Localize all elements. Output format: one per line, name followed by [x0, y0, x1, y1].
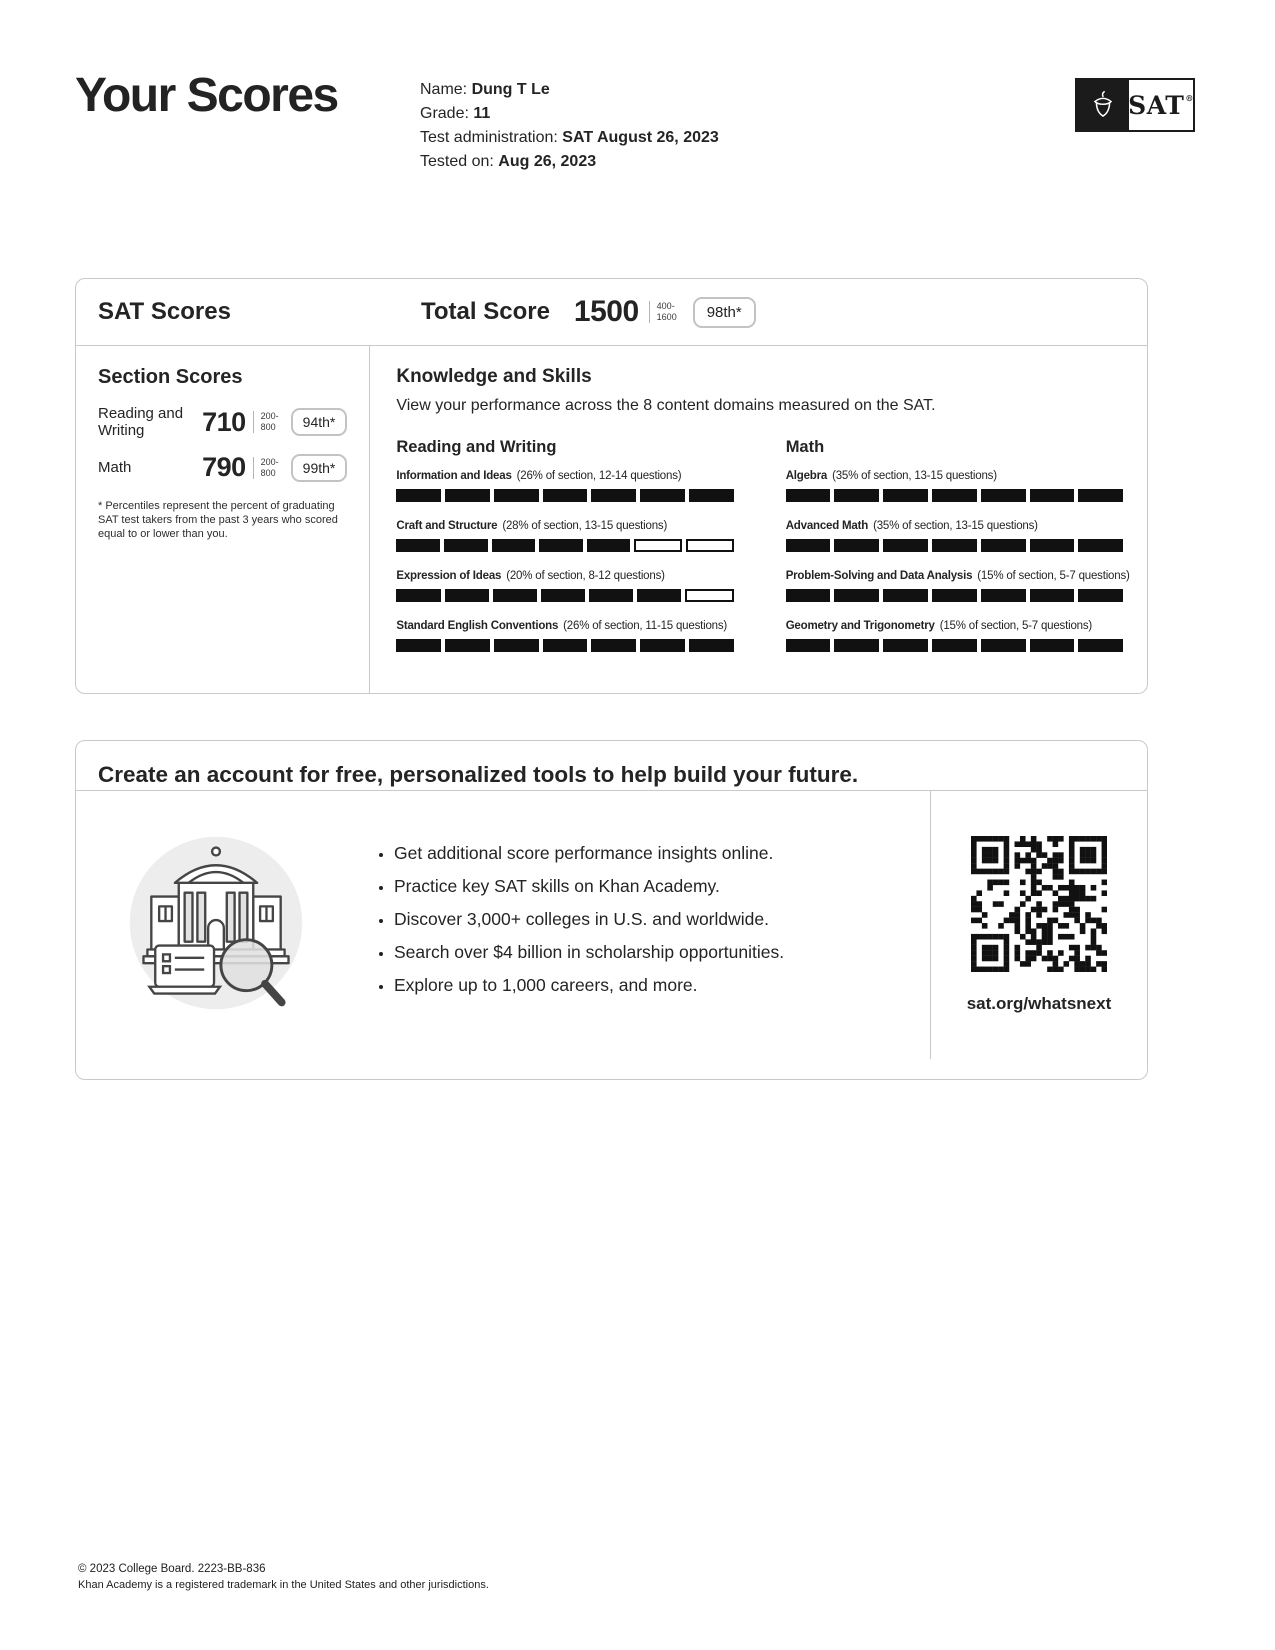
bar-segment-filled [932, 639, 977, 652]
bar-segment-empty [686, 539, 734, 552]
section-score-range [253, 411, 279, 433]
bar-segment-filled [1078, 489, 1123, 502]
bar-segment-filled [1030, 489, 1075, 502]
total-score-group [421, 295, 756, 329]
section-percentile-badge: 94th* [291, 408, 348, 436]
domain-advanced-math [786, 520, 1123, 552]
bar-segment-filled [1078, 589, 1123, 602]
domain-detail: (28% of section, 13-15 questions) [502, 520, 668, 532]
bar-segment-filled [786, 639, 831, 652]
bar-segment-filled [883, 589, 928, 602]
column-title: Math [785, 438, 825, 456]
qr-zone [930, 791, 1147, 1059]
section-label: Math [98, 459, 132, 476]
bar-segment-filled [1030, 589, 1075, 602]
bar-segment-filled [883, 539, 928, 552]
bar-segment-filled [587, 539, 631, 552]
domain-craft-and-structure [396, 520, 733, 552]
bar-segment-filled [637, 589, 681, 602]
domain-detail: (35% of section, 13-15 questions) [832, 470, 997, 482]
section-scores-column [76, 346, 370, 693]
copyright-line: © 2023 College Board. 2223-BB-836 [78, 1563, 266, 1575]
bar-segment-filled [543, 489, 588, 502]
range-bottom: 800 [260, 422, 276, 432]
bar-segment-empty [634, 539, 682, 552]
bar-segment-filled [981, 639, 1026, 652]
bar-segment-filled [883, 489, 928, 502]
bar-segment-filled [1078, 539, 1123, 552]
bar-segment-filled [834, 539, 879, 552]
score-row-math [98, 452, 347, 483]
scores-card-header [76, 279, 1147, 345]
bar-segment-filled [689, 639, 734, 652]
domain-expression-of-ideas [396, 570, 733, 602]
score-bar [786, 639, 1123, 652]
sat-logo [1075, 78, 1195, 132]
domain-detail: (15% of section, 5-7 questions) [939, 620, 1093, 632]
bar-segment-filled [539, 539, 583, 552]
college-search-illustration [76, 791, 356, 1059]
domain-name: Standard English Conventions [396, 620, 559, 632]
bar-segment-filled [932, 539, 977, 552]
bar-segment-filled [396, 489, 441, 502]
domain-detail: (35% of section, 13-15 questions) [873, 520, 1038, 532]
domain-detail: (26% of section, 11-15 questions) [563, 620, 728, 632]
total-percentile-badge: 98th* [693, 297, 756, 328]
test-info-grade [420, 102, 719, 126]
bar-segment-filled [493, 589, 537, 602]
range-top: 400- [656, 301, 675, 311]
bar-segment-filled [494, 489, 539, 502]
knowledge-and-skills-section [370, 346, 1147, 693]
bar-segment-filled [396, 589, 440, 602]
section-score-value: 790 [202, 452, 246, 482]
domain-name: Advanced Math [785, 520, 869, 532]
page-title: Your Scores [75, 69, 338, 122]
score-bar [786, 489, 1123, 502]
account-card-body [76, 790, 1147, 1059]
domain-name: Problem-Solving and Data Analysis [785, 570, 973, 582]
domains-grid [396, 438, 1130, 670]
benefits-list [356, 791, 930, 1002]
domain-geometry-and-trigonometry [786, 620, 1123, 652]
benefit-item: • Practice key SAT skills on Khan Academy. [394, 870, 920, 903]
score-bar [786, 539, 1123, 552]
bar-segment-filled [589, 589, 633, 602]
bar-segment-filled [591, 639, 636, 652]
bar-segment-filled [834, 639, 879, 652]
section-label: Reading and Writing [98, 405, 184, 439]
bar-segment-empty [685, 589, 733, 602]
trademark-line: Khan Academy is a registered trademark in the United States and other jurisdictions. [78, 1579, 489, 1591]
benefit-item: • Explore up to 1,000 careers, and more. [394, 969, 920, 1002]
score-bar [786, 589, 1123, 602]
domain-problem-solving-data-analysis [785, 570, 1130, 602]
bar-segment-filled [543, 639, 588, 652]
bar-segment-filled [689, 489, 734, 502]
domain-detail: (15% of section, 5-7 questions) [977, 570, 1130, 582]
domain-name: Craft and Structure [396, 520, 498, 532]
test-info-name [420, 78, 719, 102]
sat-scores-card [75, 278, 1148, 694]
domain-standard-english-conventions [396, 620, 733, 652]
bar-segment-filled [834, 489, 879, 502]
range-bottom: 800 [260, 467, 276, 478]
grade-value: 11 [473, 105, 491, 122]
bar-segment-filled [834, 589, 879, 602]
total-score-range [649, 301, 677, 323]
reading-writing-domains-column [396, 438, 733, 670]
bar-segment-filled [786, 539, 831, 552]
bar-segment-filled [541, 589, 585, 602]
percentile-footnote: * Percentiles represent the percent of graduating SAT test takers from the past 3 years who scored equal to or lower than you. [98, 500, 338, 540]
bar-segment-filled [445, 489, 490, 502]
benefit-item: • Get additional score performance insights online. [394, 837, 920, 870]
qr-link-label: sat.org/whatsnext [966, 994, 1112, 1013]
bar-segment-filled [396, 539, 440, 552]
domain-information-and-ideas [396, 470, 733, 502]
section-score-range [253, 457, 279, 479]
bar-segment-filled [445, 639, 490, 652]
tested-on-label: Tested on: [420, 153, 494, 170]
range-top: 200- [260, 456, 279, 467]
name-label: Name: [420, 81, 468, 98]
bar-segment-filled [981, 489, 1026, 502]
grade-label: Grade: [420, 105, 469, 122]
bar-segment-filled [492, 539, 536, 552]
bar-segment-filled [640, 639, 685, 652]
name-value: Dung T Le [471, 81, 550, 98]
range-bottom: 1600 [656, 312, 677, 322]
acorn-icon [1077, 80, 1129, 130]
section-scores-title: Section Scores [98, 366, 243, 388]
bar-segment-filled [640, 489, 685, 502]
benefits-list-zone [356, 791, 930, 1059]
bar-segment-filled [883, 639, 928, 652]
bar-segment-filled [981, 539, 1026, 552]
bar-segment-filled [786, 489, 831, 502]
create-account-card [75, 740, 1148, 1080]
tested-on-value: Aug 26, 2023 [498, 153, 597, 170]
test-info-tested-on [420, 150, 719, 174]
domain-name: Expression of Ideas [396, 570, 502, 582]
knowledge-title: Knowledge and Skills [396, 366, 592, 387]
section-score-value: 710 [202, 406, 246, 437]
domain-name: Algebra [785, 470, 828, 482]
range-top: 200- [260, 411, 279, 421]
domain-algebra [786, 470, 1123, 502]
bar-segment-filled [444, 539, 488, 552]
knowledge-subtitle: View your performance across the 8 content domains measured on the SAT. [396, 397, 936, 414]
page-footer [78, 1561, 489, 1593]
test-info-block [420, 78, 719, 174]
bar-segment-filled [1030, 539, 1075, 552]
score-row-reading-writing [98, 405, 347, 439]
bar-segment-filled [786, 589, 831, 602]
registered-mark: ® [1185, 93, 1194, 103]
column-title: Reading and Writing [396, 438, 557, 456]
score-bar [396, 589, 733, 602]
score-bar [396, 639, 733, 652]
scores-card-title: SAT Scores [98, 298, 231, 325]
domain-detail: (26% of section, 12-14 questions) [516, 470, 682, 482]
account-card-title: Create an account for free, personalized tools to help build your future. [98, 762, 859, 787]
test-info-administration [420, 126, 719, 150]
bar-segment-filled [396, 639, 441, 652]
bar-segment-filled [1078, 639, 1123, 652]
score-bar [396, 539, 733, 552]
total-score-label: Total Score [421, 298, 550, 325]
scores-card-body [76, 345, 1147, 693]
bar-segment-filled [445, 589, 489, 602]
math-domains-column [785, 438, 1130, 670]
total-score-value: 1500 [573, 295, 639, 328]
administration-value: SAT August 26, 2023 [562, 129, 719, 146]
bar-segment-filled [981, 589, 1026, 602]
administration-label: Test administration: [420, 129, 558, 146]
sat-wordmark: SAT [1128, 90, 1185, 120]
domain-name: Information and Ideas [396, 470, 512, 482]
score-bar [396, 489, 733, 502]
bar-segment-filled [1030, 639, 1075, 652]
bar-segment-filled [591, 489, 636, 502]
section-percentile-badge: 99th* [291, 454, 348, 482]
sat-logo-text [1129, 80, 1193, 130]
benefit-item: • Discover 3,000+ colleges in U.S. and worldwide. [394, 903, 920, 936]
domain-detail: (20% of section, 8-12 questions) [506, 570, 665, 582]
bar-segment-filled [494, 639, 539, 652]
qr-code [971, 836, 1107, 977]
bar-segment-filled [932, 489, 977, 502]
benefit-item: • Search over $4 billion in scholarship opportunities. [394, 936, 920, 969]
domain-name: Geometry and Trigonometry [785, 620, 935, 632]
bar-segment-filled [932, 589, 977, 602]
